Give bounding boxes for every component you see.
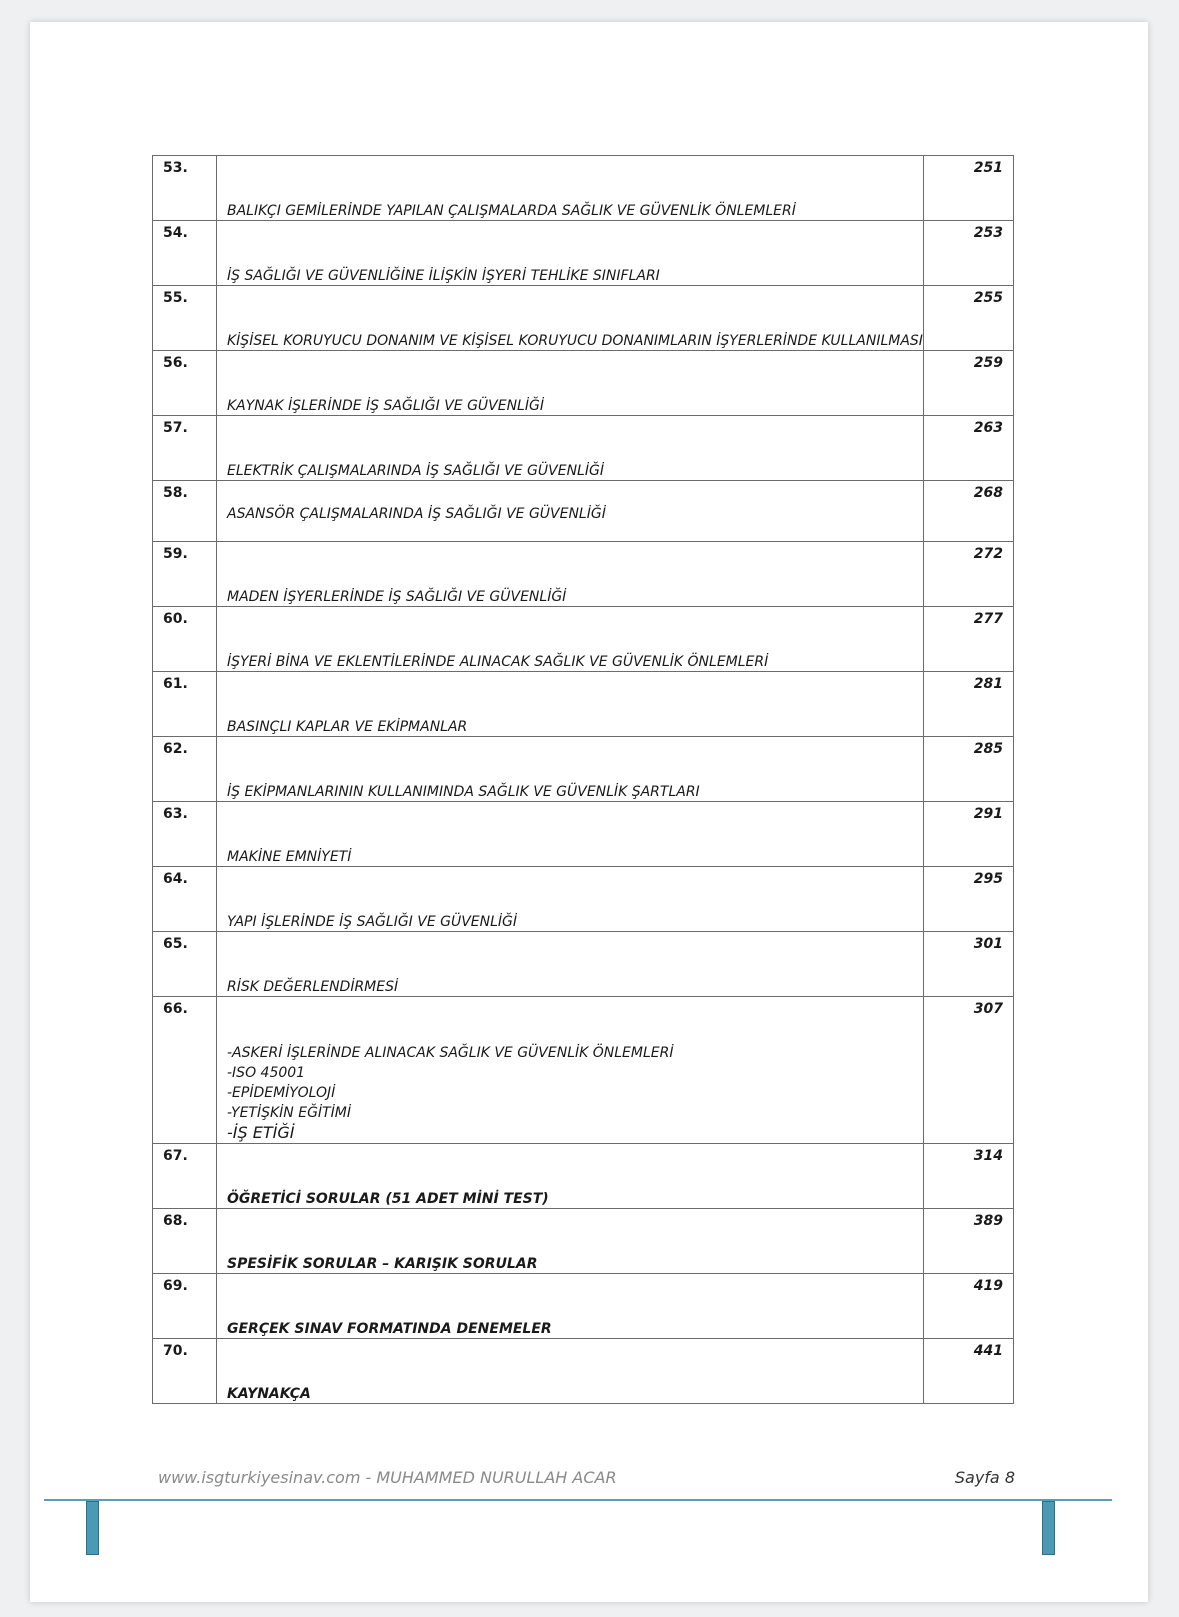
toc-row bbox=[153, 481, 1014, 542]
toc-page-number: 419 bbox=[924, 1274, 1014, 1339]
toc-page-number: 268 bbox=[924, 481, 1014, 542]
toc-row bbox=[153, 802, 1014, 867]
toc-page-number: 277 bbox=[924, 607, 1014, 672]
toc-title: MADEN İŞYERLERİNDE İŞ SAĞLIĞI VE GÜVENLİĞİ bbox=[227, 589, 567, 605]
toc-title: YAPI İŞLERİNDE İŞ SAĞLIĞI VE GÜVENLİĞİ bbox=[227, 914, 518, 930]
toc-number: 55. bbox=[153, 286, 217, 351]
toc-title: BALIKÇI GEMİLERİNDE YAPILAN ÇALIŞMALARDA SAĞLIK VE GÜVENLİK ÖNLEMLERİ bbox=[227, 203, 796, 219]
toc-title: ÖĞRETİCİ SORULAR (51 ADET MİNİ TEST) bbox=[227, 1191, 549, 1207]
toc-title: GERÇEK SINAV FORMATINDA DENEMELER bbox=[227, 1321, 552, 1337]
toc-number: 53. bbox=[153, 156, 217, 221]
toc-row bbox=[153, 737, 1014, 802]
toc-page-number: 389 bbox=[924, 1209, 1014, 1274]
toc-subtitle: -YETİŞKİN EĞİTİMİ bbox=[227, 1105, 351, 1121]
toc-row bbox=[153, 867, 1014, 932]
toc-number: 56. bbox=[153, 351, 217, 416]
toc-number: 61. bbox=[153, 672, 217, 737]
toc-number: 66. bbox=[153, 997, 217, 1144]
toc-number: 68. bbox=[153, 1209, 217, 1274]
toc-title: SPESİFİK SORULAR – KARIŞIK SORULAR bbox=[227, 1256, 538, 1272]
toc-row bbox=[153, 351, 1014, 416]
toc-number: 58. bbox=[153, 481, 217, 542]
toc-page-number: 441 bbox=[924, 1339, 1014, 1404]
toc-title: İŞYERİ BİNA VE EKLENTİLERİNDE ALINACAK SAĞLIK VE GÜVENLİK ÖNLEMLERİ bbox=[227, 654, 769, 670]
toc-title: KİŞİSEL KORUYUCU DONANIM VE KİŞİSEL KORUYUCU DONANIMLARIN İŞYERLERİNDE KULLANILMASI bbox=[227, 333, 923, 349]
toc-number: 63. bbox=[153, 802, 217, 867]
footer-divider bbox=[44, 1499, 1112, 1501]
toc-title: RİSK DEĞERLENDİRMESİ bbox=[227, 979, 399, 995]
toc-page-number: 291 bbox=[924, 802, 1014, 867]
toc-row bbox=[153, 542, 1014, 607]
toc-title: KAYNAK İŞLERİNDE İŞ SAĞLIĞI VE GÜVENLİĞİ bbox=[227, 398, 544, 414]
toc-page-number: 259 bbox=[924, 351, 1014, 416]
toc-title: MAKİNE EMNİYETİ bbox=[227, 849, 352, 865]
toc-row bbox=[153, 221, 1014, 286]
toc-number: 59. bbox=[153, 542, 217, 607]
toc-row bbox=[153, 672, 1014, 737]
footer-right-accent-bar bbox=[1042, 1501, 1055, 1555]
toc-page-number: 285 bbox=[924, 737, 1014, 802]
toc-number: 69. bbox=[153, 1274, 217, 1339]
toc-number: 65. bbox=[153, 932, 217, 997]
toc-subtitle: -ISO 45001 bbox=[227, 1065, 306, 1081]
toc-row bbox=[153, 1209, 1014, 1274]
toc-title: ELEKTRİK ÇALIŞMALARINDA İŞ SAĞLIĞI VE GÜVENLİĞİ bbox=[227, 463, 604, 479]
footer-left-accent-bar bbox=[86, 1501, 99, 1555]
toc-page-number: 251 bbox=[924, 156, 1014, 221]
toc-number: 54. bbox=[153, 221, 217, 286]
toc-row bbox=[153, 1144, 1014, 1209]
document-page bbox=[30, 22, 1148, 1602]
footer-page-number: Sayfa 8 bbox=[954, 1468, 1015, 1487]
toc-row bbox=[153, 416, 1014, 481]
toc-page-number: 255 bbox=[924, 286, 1014, 351]
toc-page-number: 281 bbox=[924, 672, 1014, 737]
toc-page-number: 301 bbox=[924, 932, 1014, 997]
toc-subtitle: -EPİDEMİYOLOJİ bbox=[227, 1085, 336, 1101]
toc-number: 57. bbox=[153, 416, 217, 481]
toc-subtitle: -İŞ ETİĞİ bbox=[227, 1123, 295, 1142]
toc-number: 62. bbox=[153, 737, 217, 802]
toc-row bbox=[153, 1339, 1014, 1404]
toc-subtitle: -ASKERİ İŞLERİNDE ALINACAK SAĞLIK VE GÜVENLİK ÖNLEMLERİ bbox=[227, 1045, 674, 1061]
toc-title: BASINÇLI KAPLAR VE EKİPMANLAR bbox=[227, 719, 468, 735]
toc-row bbox=[153, 286, 1014, 351]
toc-title: İŞ SAĞLIĞI VE GÜVENLİĞİNE İLİŞKİN İŞYERİ TEHLİKE SINIFLARI bbox=[227, 268, 660, 284]
toc-title-list bbox=[227, 997, 923, 1143]
footer-site-author: www.isgturkiyesinav.com - MUHAMMED NURULLAH ACAR bbox=[158, 1468, 617, 1487]
toc-row bbox=[153, 607, 1014, 672]
toc-page-number: 263 bbox=[924, 416, 1014, 481]
toc-title: İŞ EKİPMANLARININ KULLANIMINDA SAĞLIK VE GÜVENLİK ŞARTLARI bbox=[227, 784, 700, 800]
toc-page-number: 307 bbox=[924, 997, 1014, 1144]
toc-number: 67. bbox=[153, 1144, 217, 1209]
toc-number: 64. bbox=[153, 867, 217, 932]
toc-row bbox=[153, 1274, 1014, 1339]
toc-title: KAYNAKÇA bbox=[227, 1386, 311, 1402]
toc-number: 60. bbox=[153, 607, 217, 672]
toc-row bbox=[153, 156, 1014, 221]
table-of-contents bbox=[152, 155, 1014, 1404]
toc-title: ASANSÖR ÇALIŞMALARINDA İŞ SAĞLIĞI VE GÜVENLİĞİ bbox=[227, 506, 606, 522]
toc-row bbox=[153, 997, 1014, 1144]
toc-page-number: 253 bbox=[924, 221, 1014, 286]
toc-number: 70. bbox=[153, 1339, 217, 1404]
toc-page-number: 295 bbox=[924, 867, 1014, 932]
toc-page-number: 272 bbox=[924, 542, 1014, 607]
toc-page-number: 314 bbox=[924, 1144, 1014, 1209]
page-footer bbox=[158, 1468, 1015, 1487]
toc-row bbox=[153, 932, 1014, 997]
